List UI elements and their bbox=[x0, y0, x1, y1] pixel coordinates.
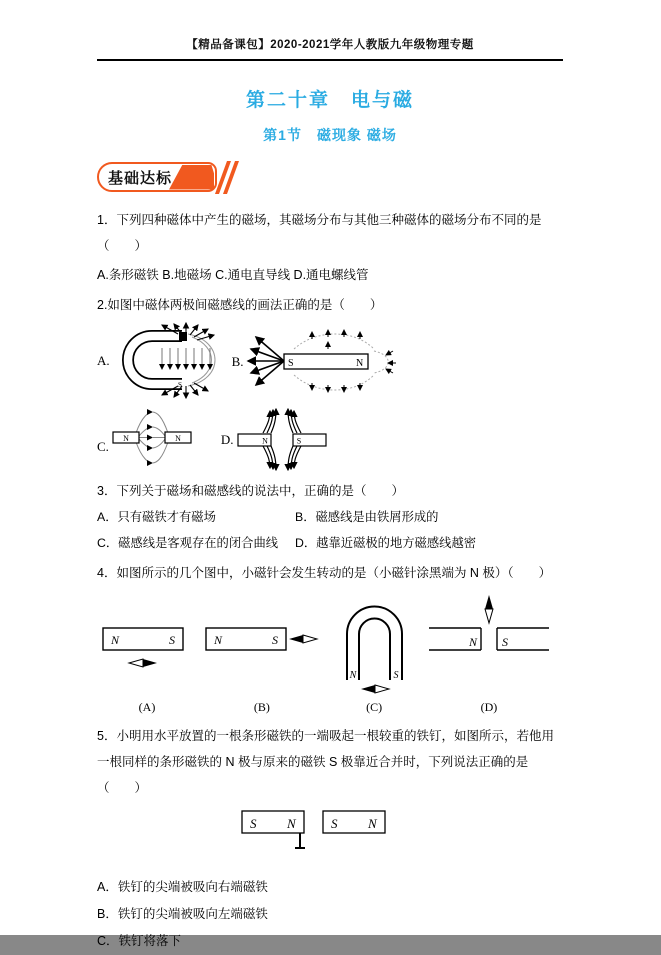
pole-label-s: S bbox=[501, 635, 508, 649]
two-bar-magnets-nail-figure bbox=[239, 808, 401, 854]
q3-option-b: B．磁感线是由铁屑形成的 bbox=[295, 510, 439, 524]
q4-caption-c: (C) bbox=[366, 700, 383, 714]
q2-figure-d-label: D. bbox=[220, 432, 234, 447]
two-magnets-closed-loops-figure bbox=[111, 406, 195, 470]
question-3-text: 3．下列关于磁场和磁感线的说法中，正确的是（ ） bbox=[97, 484, 404, 498]
pole-label-right-n: N bbox=[368, 816, 377, 831]
bar-magnet-compass-right-figure bbox=[204, 592, 319, 696]
gap-magnets-compass-above-figure bbox=[429, 592, 549, 696]
question-1-options: A.条形磁铁 B.地磁场 C.通电直导线 D.通电螺线管 bbox=[97, 268, 369, 282]
q4-figure-c bbox=[327, 592, 422, 715]
pole-label-left-s: S bbox=[250, 816, 257, 831]
pole-label-n: N bbox=[468, 635, 477, 649]
q4-figure-row bbox=[97, 592, 549, 715]
q2-figure-c-label: C. bbox=[97, 439, 109, 454]
pole-label-s: S bbox=[287, 358, 294, 369]
bar-magnet-field-figure bbox=[246, 323, 406, 401]
question-3-options bbox=[97, 504, 563, 556]
q4-caption-b: (B) bbox=[253, 700, 270, 714]
bar-magnet-compass-below-figure bbox=[97, 592, 197, 696]
section-title: 第1节 磁现象 磁场 bbox=[263, 127, 397, 143]
chapter-title: 第二十章 电与磁 bbox=[245, 90, 414, 111]
q2-figure-a-label: A. bbox=[97, 353, 110, 368]
compass-needle bbox=[129, 659, 157, 667]
pole-label-right: N bbox=[175, 434, 181, 443]
pole-label-s: S bbox=[272, 633, 279, 647]
horseshoe-magnet-field-figure bbox=[112, 323, 224, 399]
banner-basics bbox=[97, 162, 257, 195]
q2-figure-b bbox=[232, 323, 406, 401]
document-header: 【精品备课包】2020-2021学年人教版九年级物理专题 bbox=[97, 36, 563, 61]
q4-figure-b bbox=[204, 592, 319, 715]
compass-needle bbox=[485, 595, 493, 623]
q4-figure-d bbox=[429, 592, 549, 715]
pole-label-n: N bbox=[349, 670, 356, 681]
q4-caption-d: (D) bbox=[480, 700, 498, 714]
pole-label-n: N bbox=[355, 358, 363, 369]
pole-label-right: S bbox=[296, 436, 301, 446]
q4-figure-a bbox=[97, 592, 197, 715]
pole-label-left: N bbox=[123, 434, 129, 443]
q2-figure-a bbox=[97, 323, 224, 399]
question-5-options bbox=[97, 874, 563, 955]
horseshoe-magnet-compass-figure bbox=[327, 592, 422, 696]
pole-label-s: S bbox=[393, 670, 399, 681]
question-4-text: 4．如图所示的几个图中，小磁针会发生转动的是（小磁针涂黑端为 N 极）（ ） bbox=[97, 566, 552, 580]
q2-figure-row-1 bbox=[97, 323, 563, 401]
question-1-text: 1．下列四种磁体中产生的磁场，其磁场分布与其他三种磁体的磁场分布不同的是（ ） bbox=[97, 213, 542, 253]
q4-caption-a: (A) bbox=[138, 700, 156, 714]
pole-label-s: S bbox=[177, 381, 182, 389]
q5-option-a: A．铁钉的尖端被吸向右端磁铁 bbox=[97, 880, 268, 894]
q5-figure bbox=[239, 808, 563, 860]
q5-option-c: C．铁钉将落下 bbox=[97, 934, 182, 948]
q3-option-c: C．磁感线是客观存在的闭合曲线 bbox=[97, 536, 279, 550]
compass-needle bbox=[361, 685, 389, 693]
pole-label-left-n: N bbox=[287, 816, 296, 831]
question-5-text: 5．小明用水平放置的一根条形磁铁的一端吸起一根较重的铁钉，如图所示，若他用一根同样的条形磁铁的 N 极与原来的磁铁 S 极靠近合并时，下列说法正确的是（ ） bbox=[97, 729, 554, 795]
q2-figure-c bbox=[97, 406, 195, 470]
q3-option-d: D．越靠近磁极的地方磁感线越密 bbox=[295, 536, 477, 550]
banner-label: 基础达标 bbox=[108, 170, 173, 187]
q2-figure-b-label: B. bbox=[231, 354, 244, 369]
q2-figure-d bbox=[221, 406, 328, 474]
q2-figure-row-2 bbox=[97, 406, 563, 474]
pole-label-left: N bbox=[261, 436, 268, 446]
pole-label-n: N bbox=[111, 633, 120, 647]
question-2-text: 2.如图中磁体两极间磁感线的画法正确的是（ ） bbox=[97, 298, 383, 312]
two-magnets-diverging-lines-figure bbox=[236, 406, 328, 474]
pole-label-s: S bbox=[169, 633, 175, 647]
q5-option-b: B．铁钉的尖端被吸向左端磁铁 bbox=[97, 907, 268, 921]
compass-needle bbox=[289, 635, 317, 643]
pole-label-right-s: S bbox=[331, 816, 338, 831]
q3-option-a: A．只有磁铁才有磁场 bbox=[97, 510, 216, 524]
pole-label-n: N bbox=[214, 633, 223, 647]
nail-icon bbox=[295, 833, 305, 848]
